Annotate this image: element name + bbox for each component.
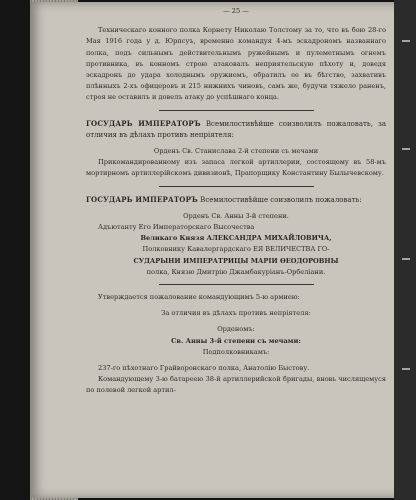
recipient-line: Великаго Князя АЛЕКСАНДРА МИХАЙЛОВИЧА, — [140, 234, 332, 243]
section-divider — [159, 110, 314, 111]
order-title-stanislav: Орденъ Св. Станислава 2-й степени съ мечами — [153, 147, 319, 156]
page-number: — 25 — — [223, 7, 249, 15]
approval-line: Утверждается пожалование командующимъ 5-ю армиею: — [98, 293, 300, 302]
recipient-bystov: 237-го пѣхотнаго Грайворонскаго полка, Анатолію Быстову. — [98, 364, 310, 373]
award-paragraph-tolstoy: Техническаго конного полка Корнету Николаю Толстому за то, что въ бою 28-го Мая 1916 года у д. Юрпсуъ, временно командуя 4-мъ эскадрономъ названнаго полка, подъ сильнымъ действительнымъ ружейнымъ и пулеметнымъ огнемъ противника, въ конномъ строю атаковалъ неприятельскую пѣхоту и, доведя эскадронъ до удара холоднымъ оружиемъ, обратилъ ее въ бѣгство, захвативъ плѣнныхъ 2-хъ офицеровъ и 215 нижнихъ чиновъ, самъ же, будучи тяжело раненъ, строя не оставилъ и довелъ атаку до успѣшнаго конца. — [86, 26, 386, 102]
recipient-bylychevsky: Прикомандированному изъ запаса легкой артиллерии, состоящему въ 58-мъ мортирномъ артиллерійскомъ дивизионѣ, Прапорщику Константину Былычевскому. — [86, 158, 386, 178]
emperor-caps: ГОСУДАРЬ ИМПЕРАТОРЪ — [86, 194, 198, 204]
decree-lead-2 — [86, 194, 386, 206]
order-title-anna: Орденъ Св. Анны 3-й степени. — [183, 211, 289, 220]
recipient-line: СУДАРЫНИ ИМПЕРАТРИЦЫ МАРІИ ѲЕОДОРОВНЫ — [133, 256, 339, 265]
decree-lead-text: Всемилостивѣйше соизволилъ пожаловать, за отличия въ дѣлахъ противъ непріятеля: — [86, 119, 386, 139]
rank-heading: Подполковникамъ: — [202, 347, 270, 356]
emperor-caps: ГОСУДАРЬ ИМПЕРАТОРЪ — [86, 118, 201, 128]
recipient-line: полка, Князю Дмитрію Джамбакуріанъ-Орбеліани. — [146, 267, 326, 276]
edge-tick — [402, 148, 410, 150]
decree-lead-text: Всемилостивѣйше соизволилъ пожаловать: — [200, 195, 362, 204]
recipient-line: Полковнику Кавалергардскаго ЕЯ ВЕЛИЧЕСТВА ГО- — [142, 245, 330, 254]
section-divider — [159, 284, 314, 285]
orders-heading: Орденомъ: — [217, 325, 255, 334]
recipient-line: Адъютанту Его Императорскаго Высочества — [98, 223, 255, 232]
edge-tick — [402, 258, 410, 260]
edge-tick — [402, 40, 410, 42]
decree-lead-1 — [86, 118, 386, 141]
binding-edge — [394, 0, 416, 500]
document-body — [86, 6, 386, 397]
merit-heading: За отличия въ дѣлахъ противъ непріятеля: — [161, 309, 311, 318]
section-divider — [159, 186, 314, 187]
order-title-anna-swords: Св. Анны 3-й степени съ мечами: — [171, 336, 301, 345]
recipient-continued: Командующему 3-ю батареею 38-й артиллерийской бригады, вновь числящемуся по полевой легкой артил- — [86, 375, 386, 395]
edge-tick — [402, 368, 410, 370]
